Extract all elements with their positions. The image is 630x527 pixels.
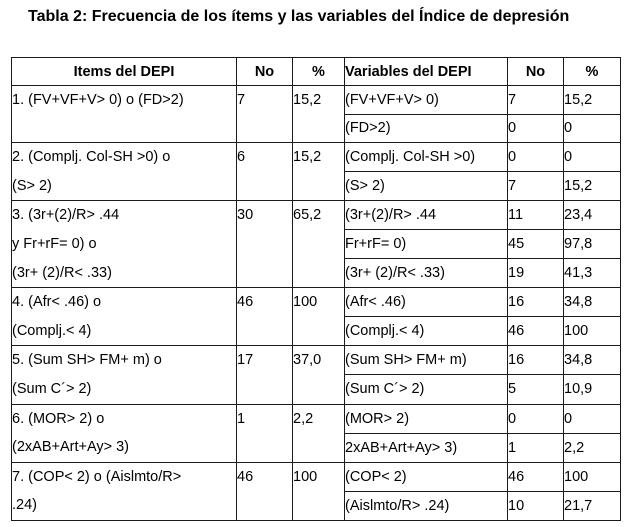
variable-label-cell: (3r+ (2)/R< .33): [345, 259, 508, 288]
variable-pct-cell: 41,3: [564, 259, 621, 288]
variable-label-cell: (COP< 2): [345, 462, 508, 491]
item-line: (2xAB+Art+Ay> 3): [12, 439, 129, 456]
item-line: .24): [12, 497, 37, 514]
item-cell: [12, 143, 237, 201]
variable-label-cell: (Afr< .46): [345, 288, 508, 317]
item-line: (Sum C´> 2): [12, 380, 92, 397]
item-no-cell: 46: [237, 462, 293, 520]
variable-no-cell: 7: [508, 172, 564, 201]
item-pct-cell: 15,2: [293, 143, 345, 201]
table-row: [12, 86, 621, 115]
item-cell: [12, 288, 237, 346]
item-line: (3r+ (2)/R< .33): [12, 264, 112, 281]
table-row: [12, 288, 621, 317]
table-header-row: [12, 58, 621, 86]
item-no-cell: 17: [237, 346, 293, 404]
item-line: (Complj.< 4): [12, 322, 92, 339]
item-line: 3. (3r+(2)/R> .44: [12, 207, 120, 224]
item-cell: [12, 404, 237, 462]
variable-no-cell: 7: [508, 86, 564, 115]
depi-table-body: [12, 86, 621, 521]
table-row: [12, 201, 621, 230]
variable-label-cell: (S> 2): [345, 172, 508, 201]
item-no-cell: 46: [237, 288, 293, 346]
variable-pct-cell: 100: [564, 317, 621, 346]
header-items-del-depi: Items del DEPI: [12, 58, 237, 86]
item-no-cell: 6: [237, 143, 293, 201]
variable-label-cell: (Complj.< 4): [345, 317, 508, 346]
variable-no-cell: 19: [508, 259, 564, 288]
variable-label-cell: Fr+rF= 0): [345, 230, 508, 259]
item-pct-cell: 100: [293, 462, 345, 520]
item-pct-cell: 2,2: [293, 404, 345, 462]
item-no-cell: 7: [237, 86, 293, 143]
item-line: y Fr+rF= 0) o: [12, 235, 97, 252]
variable-label-cell: (Sum C´> 2): [345, 375, 508, 404]
variable-label-cell: (Aislmto/R> .24): [345, 491, 508, 520]
variable-pct-cell: 97,8: [564, 230, 621, 259]
item-line: 4. (Afr< .46) o: [12, 294, 102, 311]
variable-pct-cell: 15,2: [564, 172, 621, 201]
variable-pct-cell: 34,8: [564, 288, 621, 317]
item-cell: [12, 462, 237, 520]
variable-no-cell: 11: [508, 201, 564, 230]
item-line: 2. (Complj. Col-SH >0) o: [12, 149, 171, 166]
depi-frequency-table: [11, 57, 621, 521]
variable-label-cell: 2xAB+Art+Ay> 3): [345, 433, 508, 462]
header-no-right: No: [508, 58, 564, 86]
item-no-cell: 30: [237, 201, 293, 288]
item-cell: [12, 86, 237, 143]
header-no-left: No: [237, 58, 293, 86]
item-pct-cell: 15,2: [293, 86, 345, 143]
variable-label-cell: (FV+VF+V> 0): [345, 86, 508, 115]
variable-no-cell: 10: [508, 491, 564, 520]
header-pct-left: %: [293, 58, 345, 86]
variable-pct-cell: 21,7: [564, 491, 621, 520]
variable-no-cell: 46: [508, 462, 564, 491]
table-row: [12, 462, 621, 491]
variable-no-cell: 0: [508, 114, 564, 143]
variable-no-cell: 0: [508, 143, 564, 172]
header-pct-right: %: [564, 58, 621, 86]
variable-label-cell: (Complj. Col-SH >0): [345, 143, 508, 172]
item-no-cell: 1: [237, 404, 293, 462]
item-line: 1. (FV+VF+V> 0) o (FD>2): [12, 92, 184, 108]
variable-no-cell: 0: [508, 404, 564, 433]
variable-no-cell: 5: [508, 375, 564, 404]
variable-pct-cell: 2,2: [564, 433, 621, 462]
variable-pct-cell: 10,9: [564, 375, 621, 404]
header-variables-del-depi: Variables del DEPI: [345, 58, 508, 86]
variable-label-cell: (3r+(2)/R> .44: [345, 201, 508, 230]
item-line: 5. (Sum SH> FM+ m) o: [12, 352, 162, 369]
variable-pct-cell: 0: [564, 404, 621, 433]
item-pct-cell: 100: [293, 288, 345, 346]
variable-pct-cell: 34,8: [564, 346, 621, 375]
item-line: (S> 2): [12, 177, 52, 194]
item-cell: [12, 346, 237, 404]
variable-pct-cell: 100: [564, 462, 621, 491]
variable-no-cell: 1: [508, 433, 564, 462]
variable-no-cell: 45: [508, 230, 564, 259]
item-line: 7. (COP< 2) o (Aislmto/R>: [12, 468, 182, 485]
variable-pct-cell: 23,4: [564, 201, 621, 230]
variable-no-cell: 16: [508, 346, 564, 375]
variable-label-cell: (Sum SH> FM+ m): [345, 346, 508, 375]
variable-pct-cell: 0: [564, 143, 621, 172]
table-row: [12, 346, 621, 375]
item-pct-cell: 65,2: [293, 201, 345, 288]
table-row: [12, 143, 621, 172]
item-pct-cell: 37,0: [293, 346, 345, 404]
variable-label-cell: (FD>2): [345, 114, 508, 143]
variable-label-cell: (MOR> 2): [345, 404, 508, 433]
item-cell: [12, 201, 237, 288]
variable-no-cell: 46: [508, 317, 564, 346]
variable-pct-cell: 15,2: [564, 86, 621, 115]
variable-no-cell: 16: [508, 288, 564, 317]
item-line: 6. (MOR> 2) o: [12, 410, 105, 427]
variable-pct-cell: 0: [564, 114, 621, 143]
table-row: [12, 404, 621, 433]
table-title: Tabla 2: Frecuencia de los ítems y las variables del Índice de depresión: [28, 8, 570, 25]
